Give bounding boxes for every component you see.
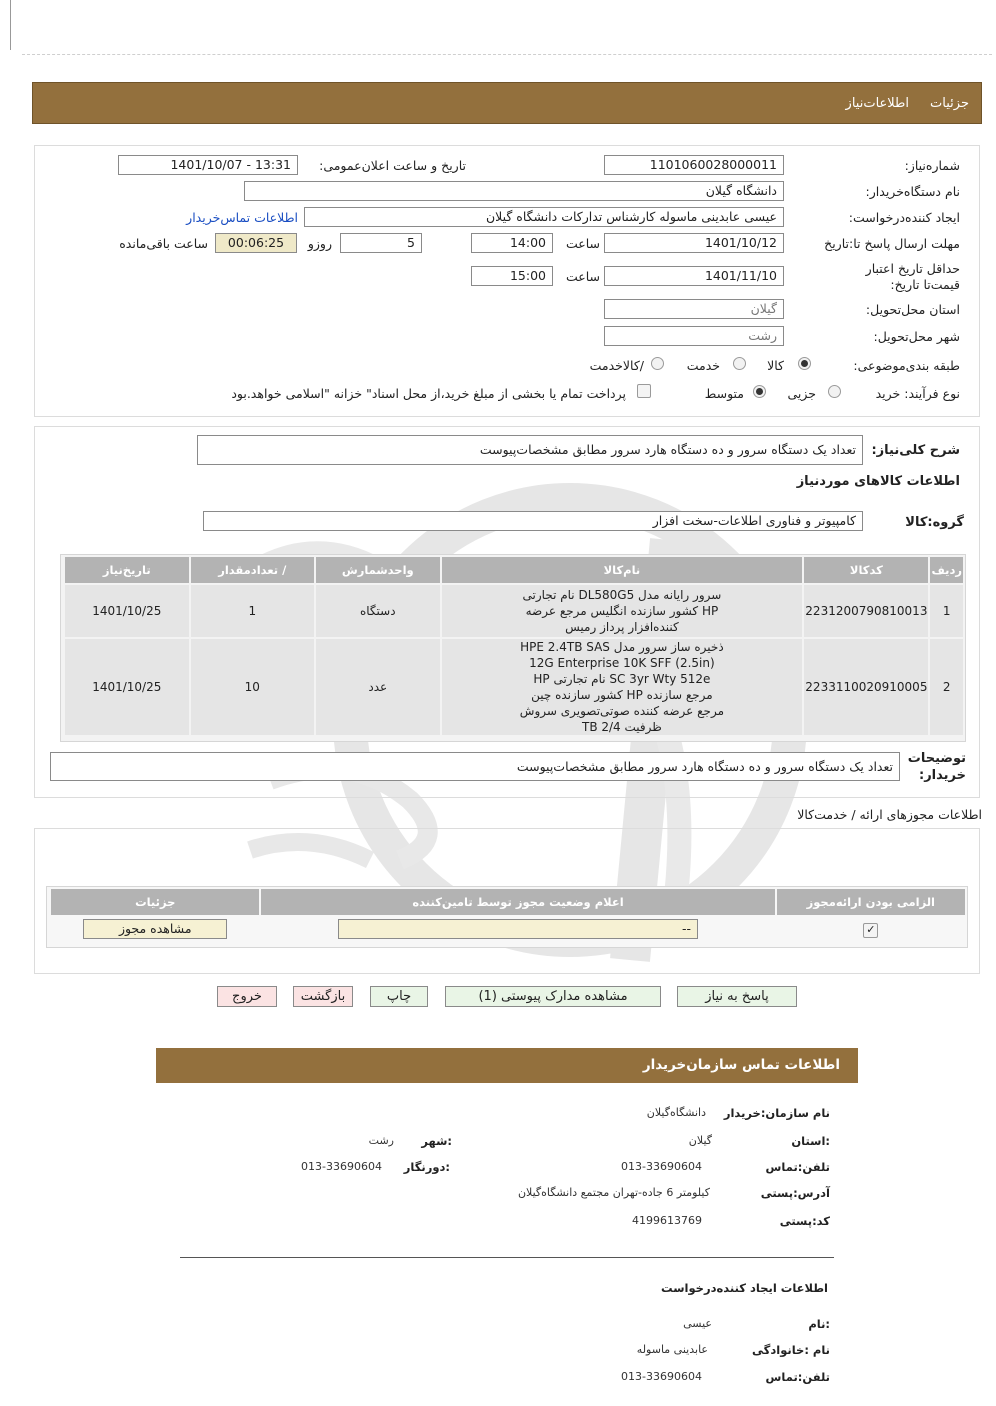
deadline-label: مهلت ارسال پاسخ تا:تاریخ xyxy=(824,236,960,251)
attachments-button[interactable]: مشاهده مدارک پیوستی (1) xyxy=(445,986,661,1007)
row-index: 2 xyxy=(930,639,963,735)
contact-header-bar xyxy=(156,1048,858,1083)
row-date: 1401/10/25 xyxy=(65,585,189,637)
remaining-label: ساعت باقی‌مانده xyxy=(119,236,208,251)
col-permit-status: اعلام وضعیت مجوز توسط تامین‌کننده xyxy=(261,889,774,915)
remaining-timer: 00:06:25 xyxy=(215,233,297,253)
category-service-text: خدمت xyxy=(686,358,720,373)
row-qty: 1 xyxy=(191,585,314,637)
contact-province-label: :استان xyxy=(791,1134,830,1148)
need-number-field[interactable]: 1101060028000011 xyxy=(604,155,784,175)
requester-family-value: عابدینی ماسوله xyxy=(636,1343,708,1356)
city-field[interactable]: رشت xyxy=(604,326,784,346)
exit-button[interactable]: خروج xyxy=(217,986,277,1007)
category-goods-service-text: /کالاخدمت xyxy=(589,358,644,373)
permit-details-cell xyxy=(51,917,259,943)
contact-province-value: گیلان xyxy=(688,1134,712,1147)
validity-date-field[interactable]: 1401/11/10 xyxy=(604,266,784,286)
col-permit-required: الزامی بودن ارائه‌مجوز xyxy=(777,889,965,915)
process-partial-radio[interactable] xyxy=(828,385,841,398)
contact-phone-value: 013-33690604 xyxy=(621,1160,702,1173)
contact-fax-value: 013-33690604 xyxy=(301,1160,382,1173)
col-qty: / تعدادمقدار xyxy=(191,557,314,583)
buyer-notes-field[interactable]: تعداد یک دستگاه سرور و ده دستگاه هارد سرور مطابق مشخصات‌پیوست xyxy=(50,752,900,781)
col-code: کدکالا xyxy=(804,557,928,583)
items-table-frame xyxy=(60,554,966,742)
province-field[interactable]: گیلان xyxy=(604,299,784,319)
permit-required-cell xyxy=(777,917,965,943)
permit-required-checkbox[interactable]: ✓ xyxy=(863,923,878,938)
deadline-time-label: ساعت xyxy=(565,236,600,251)
row-date: 1401/10/25 xyxy=(65,639,189,735)
deadline-time-field[interactable]: 14:00 xyxy=(471,233,553,253)
permits-table-frame xyxy=(46,886,968,948)
row-code: 2231200790810013 xyxy=(804,585,928,637)
requester-family-label: نام :خانوادگی xyxy=(752,1343,830,1357)
row-qty: 10 xyxy=(191,639,314,735)
table-row xyxy=(51,917,965,943)
category-goods-radio[interactable] xyxy=(798,357,811,370)
row-name: ذخیره ساز سرور مدل HPE 2.4TB SAS 12G Enterprise 10K SFF (2.5in) SC 3yr Wty 512e نام تجارتی HP مرجع سازنده HP کشور سازنده چین مرجع عرضه کننده صوتی‌تصویری سروش ظرفیت 2/4 TB xyxy=(442,639,803,735)
header-bar xyxy=(32,82,982,124)
process-medium-radio[interactable] xyxy=(753,385,766,398)
tab-details[interactable]: جزئیات xyxy=(930,96,969,111)
row-name: سرور رایانه مدل DL580G5 نام تجارتی HP کشور سازنده انگلیس مرجع عرضه کننده‌افزار پرداز رمیس xyxy=(442,585,803,637)
buyer-org-field[interactable]: دانشگاه گیلان xyxy=(244,181,784,201)
contact-address-value: کیلومتر 6 جاده-تهران مجتمع دانشگاه‌گیلان xyxy=(517,1186,710,1199)
permit-status-field[interactable]: -- xyxy=(338,919,698,939)
treasury-payment-text: پرداخت تمام یا بخشی از مبلغ خرید،از محل اسناد" خزانه "اسلامی خواهد.بود xyxy=(231,386,626,401)
back-button[interactable]: بازگشت xyxy=(293,986,353,1007)
items-table-header xyxy=(65,557,963,583)
validity-time-label: ساعت xyxy=(565,269,600,284)
row-code: 2233110020910005 xyxy=(804,639,928,735)
treasury-payment-checkbox[interactable] xyxy=(637,384,651,398)
row-index: 1 xyxy=(930,585,963,637)
requester-name-value: عیسی xyxy=(683,1317,712,1330)
table-row xyxy=(65,585,963,637)
category-label: طبقه بندی‌موضوعی: xyxy=(853,358,960,373)
contact-divider xyxy=(180,1257,834,1258)
permit-status-cell xyxy=(261,917,774,943)
goods-group-field[interactable]: کامپیوتر و فناوری اطلاعات-سخت افزار xyxy=(203,511,863,531)
province-label: استان محل‌تحویل: xyxy=(865,302,960,317)
buyer-notes-label: توضیحات خریدار: xyxy=(907,751,966,783)
contact-city-value: رشت xyxy=(368,1134,394,1147)
contact-fax-label: :دورنگار xyxy=(403,1160,450,1174)
requester-field[interactable]: عیسی عابدینی ماسوله کارشناس تدارکات دانشگاه گیلان xyxy=(304,207,784,227)
validity-time-field[interactable]: 15:00 xyxy=(471,266,553,286)
col-date: تاریخ‌نیاز xyxy=(65,557,189,583)
validity-label: حداقل تاریخ اعتبار قیمت‌تا تاریخ: xyxy=(865,261,960,292)
buyer-contact-link[interactable]: اطلاعات تماس‌خریدار xyxy=(186,210,298,225)
days-field[interactable]: 5 xyxy=(340,233,422,253)
col-unit: واحدشمارش xyxy=(316,557,440,583)
row-unit: دستگاه xyxy=(316,585,440,637)
requester-phone-label: تلفن:تماس xyxy=(765,1370,830,1384)
contact-city-label: :شهر xyxy=(421,1134,452,1148)
print-button[interactable]: چاپ xyxy=(370,986,428,1007)
col-name: نام‌کالا xyxy=(442,557,803,583)
contact-postal-label: کد:پستی xyxy=(779,1214,830,1228)
category-goods-service-radio[interactable] xyxy=(651,357,664,370)
process-medium-text: متوسط xyxy=(704,386,744,401)
category-service-radio[interactable] xyxy=(733,357,746,370)
goods-info-title: اطلاعات کالاهای موردنیاز xyxy=(796,474,960,489)
process-label: نوع فرآیند: خرید xyxy=(875,386,960,401)
requester-label: ایجاد کننده‌درخواست: xyxy=(848,210,960,225)
need-number-label: شماره‌نیاز: xyxy=(904,158,960,173)
top-divider xyxy=(22,54,992,55)
days-label: روزو xyxy=(307,236,332,251)
requester-name-label: :نام xyxy=(808,1317,830,1331)
contact-title: اطلاعات تماس سازمان‌خریدار xyxy=(642,1057,840,1073)
summary-field[interactable]: تعداد یک دستگاه سرور و ده دستگاه هارد سرور مطابق مشخصات‌پیوست xyxy=(197,435,863,465)
goods-group-label: گروه:کالا xyxy=(905,515,964,530)
row-unit: عدد xyxy=(316,639,440,735)
process-partial-text: جزیی xyxy=(787,386,816,401)
category-goods-text: کالا xyxy=(767,358,784,373)
tab-need-info[interactable]: اطلاعات‌نیاز xyxy=(845,96,909,111)
buyer-org-label: نام دستگاه‌خریدار: xyxy=(865,184,960,199)
contact-org-label: نام سازمان:خریدار xyxy=(723,1106,830,1120)
permits-title: اطلاعات مجوزهای ارائه / خدمت‌کالا xyxy=(797,807,982,822)
col-permit-details: جزئیات xyxy=(51,889,259,915)
contact-postal-value: 4199613769 xyxy=(632,1214,702,1227)
contact-phone-label: تلفن:تماس xyxy=(765,1160,830,1174)
deadline-date-field[interactable]: 1401/10/12 xyxy=(604,233,784,253)
reply-button[interactable]: پاسخ به نیاز xyxy=(677,986,797,1007)
table-row xyxy=(65,639,963,735)
announce-date-field[interactable]: 1401/10/07 - 13:31 xyxy=(118,155,298,175)
summary-label: شرح کلی‌نیاز: xyxy=(871,443,960,458)
view-permit-button[interactable]: مشاهده مجوز xyxy=(83,919,227,939)
contact-address-label: آدرس:پستی xyxy=(760,1186,830,1200)
requester-info-title: اطلاعات ایجاد کننده‌درخواست xyxy=(661,1281,828,1295)
left-rule xyxy=(10,0,11,50)
announce-label: تاریخ و ساعت اعلان‌عمومی: xyxy=(319,158,466,173)
requester-phone-value: 013-33690604 xyxy=(621,1370,702,1383)
city-label: شهر محل‌تحویل: xyxy=(873,329,960,344)
items-table xyxy=(63,555,965,737)
contact-org-value: دانشگاه‌گیلان xyxy=(646,1106,706,1119)
col-row: ردیف xyxy=(930,557,963,583)
permits-table xyxy=(49,887,967,945)
